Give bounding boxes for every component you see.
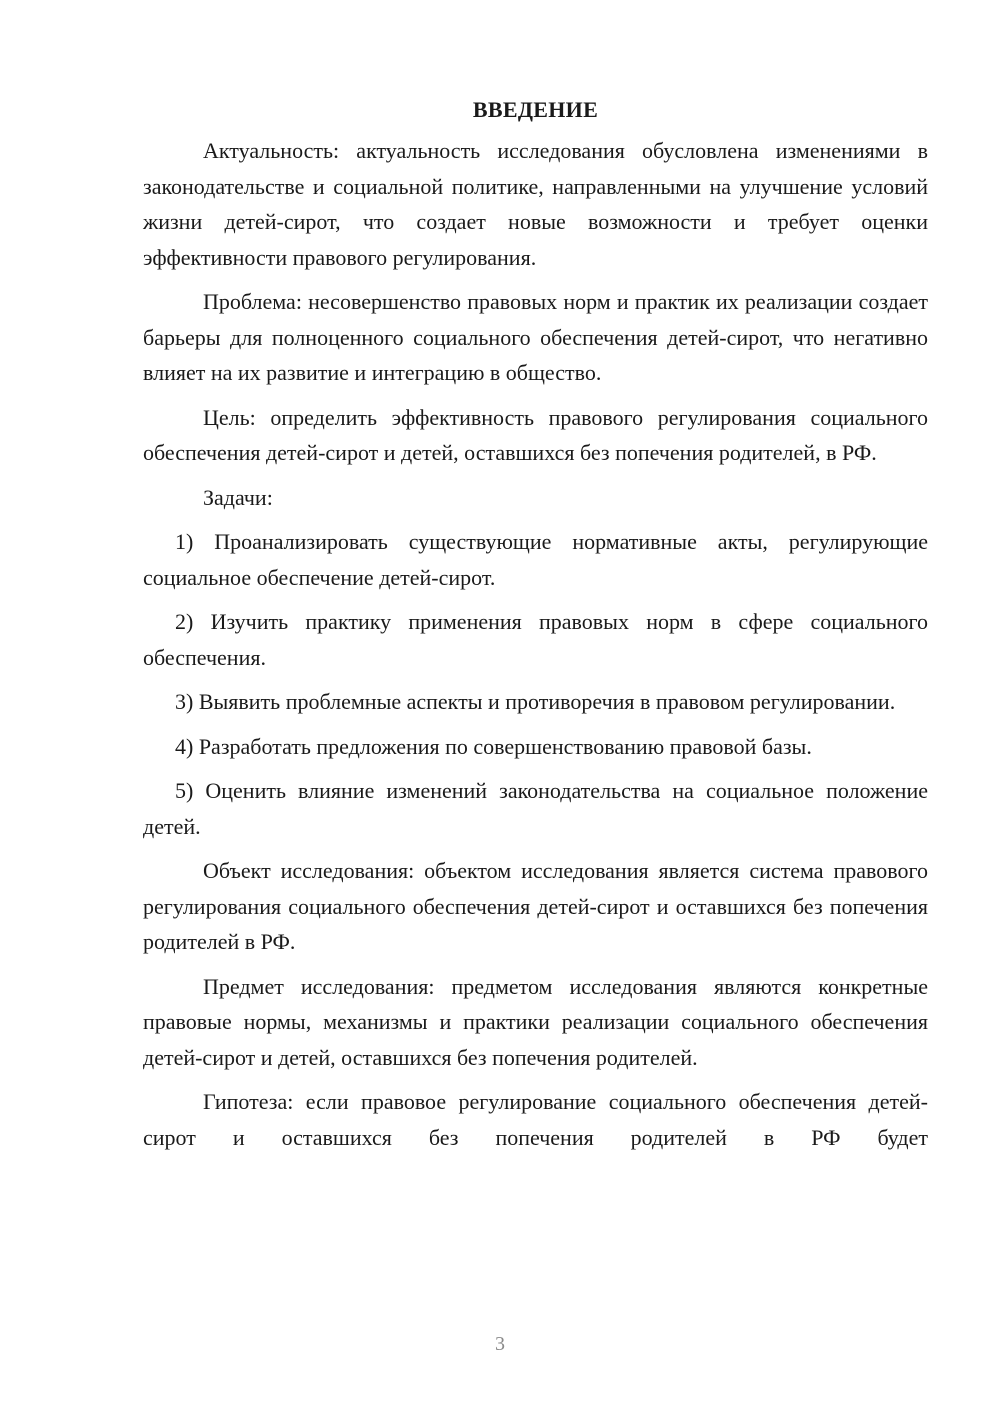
section-title: ВВЕДЕНИЕ	[472, 97, 599, 122]
task-item-3: 3) Выявить проблемные аспекты и противоречия в правовом регулировании.	[175, 689, 896, 714]
paragraph-problem: Проблема: несовершенство правовых норм и практик их реализации создает барьеры для полноценного социального обеспечения детей-сирот, что негативно влияет на их развитие и интеграцию в общество.	[143, 289, 928, 385]
paragraph-subject: Предмет исследования: предметом исследования являются конкретные правовые нормы, механизмы и практики реализации социального обеспечения детей-сирот и детей, оставшихся без попечения родителей.	[143, 973, 928, 1070]
page-number: 3	[495, 1333, 505, 1355]
task-item-4: 4) Разработать предложения по совершенствованию правовой базы.	[175, 733, 812, 759]
paragraph-tasks-heading: Задачи:	[203, 484, 273, 510]
paragraph-object: Объект исследования: объектом исследования является система правового регулирования социального обеспечения детей-сирот и оставшихся без попечения родителей в РФ.	[143, 858, 928, 954]
task-item-5: 5) Оценить влияние изменений законодательства на социальное положение детей.	[143, 778, 928, 839]
task-item-1: 1) Проанализировать существующие нормативные акты, регулирующие социальное обеспечение детей-сирот.	[143, 529, 928, 590]
paragraph-relevance: Актуальность: актуальность исследования обусловлена изменениями в законодательстве и социальной политике, направленными на улучшение условий жизни детей-сирот, что создает новые возможности и требует оценки эффективности правового регулирования.	[143, 138, 928, 270]
task-item-2: 2) Изучить практику применения правовых норм в сфере социального обеспечения.	[143, 609, 928, 670]
paragraph-goal: Цель: определить эффективность правового регулирования социального обеспечения детей-сирот и детей, оставшихся без попечения родителей, в РФ.	[143, 404, 928, 465]
document-page	[143, 95, 928, 1164]
paragraph-hypothesis: Гипотеза: если правовое регулирование социального обеспечения детей-сирот и оставшихся без попечения родителей в РФ будет	[143, 1089, 928, 1150]
